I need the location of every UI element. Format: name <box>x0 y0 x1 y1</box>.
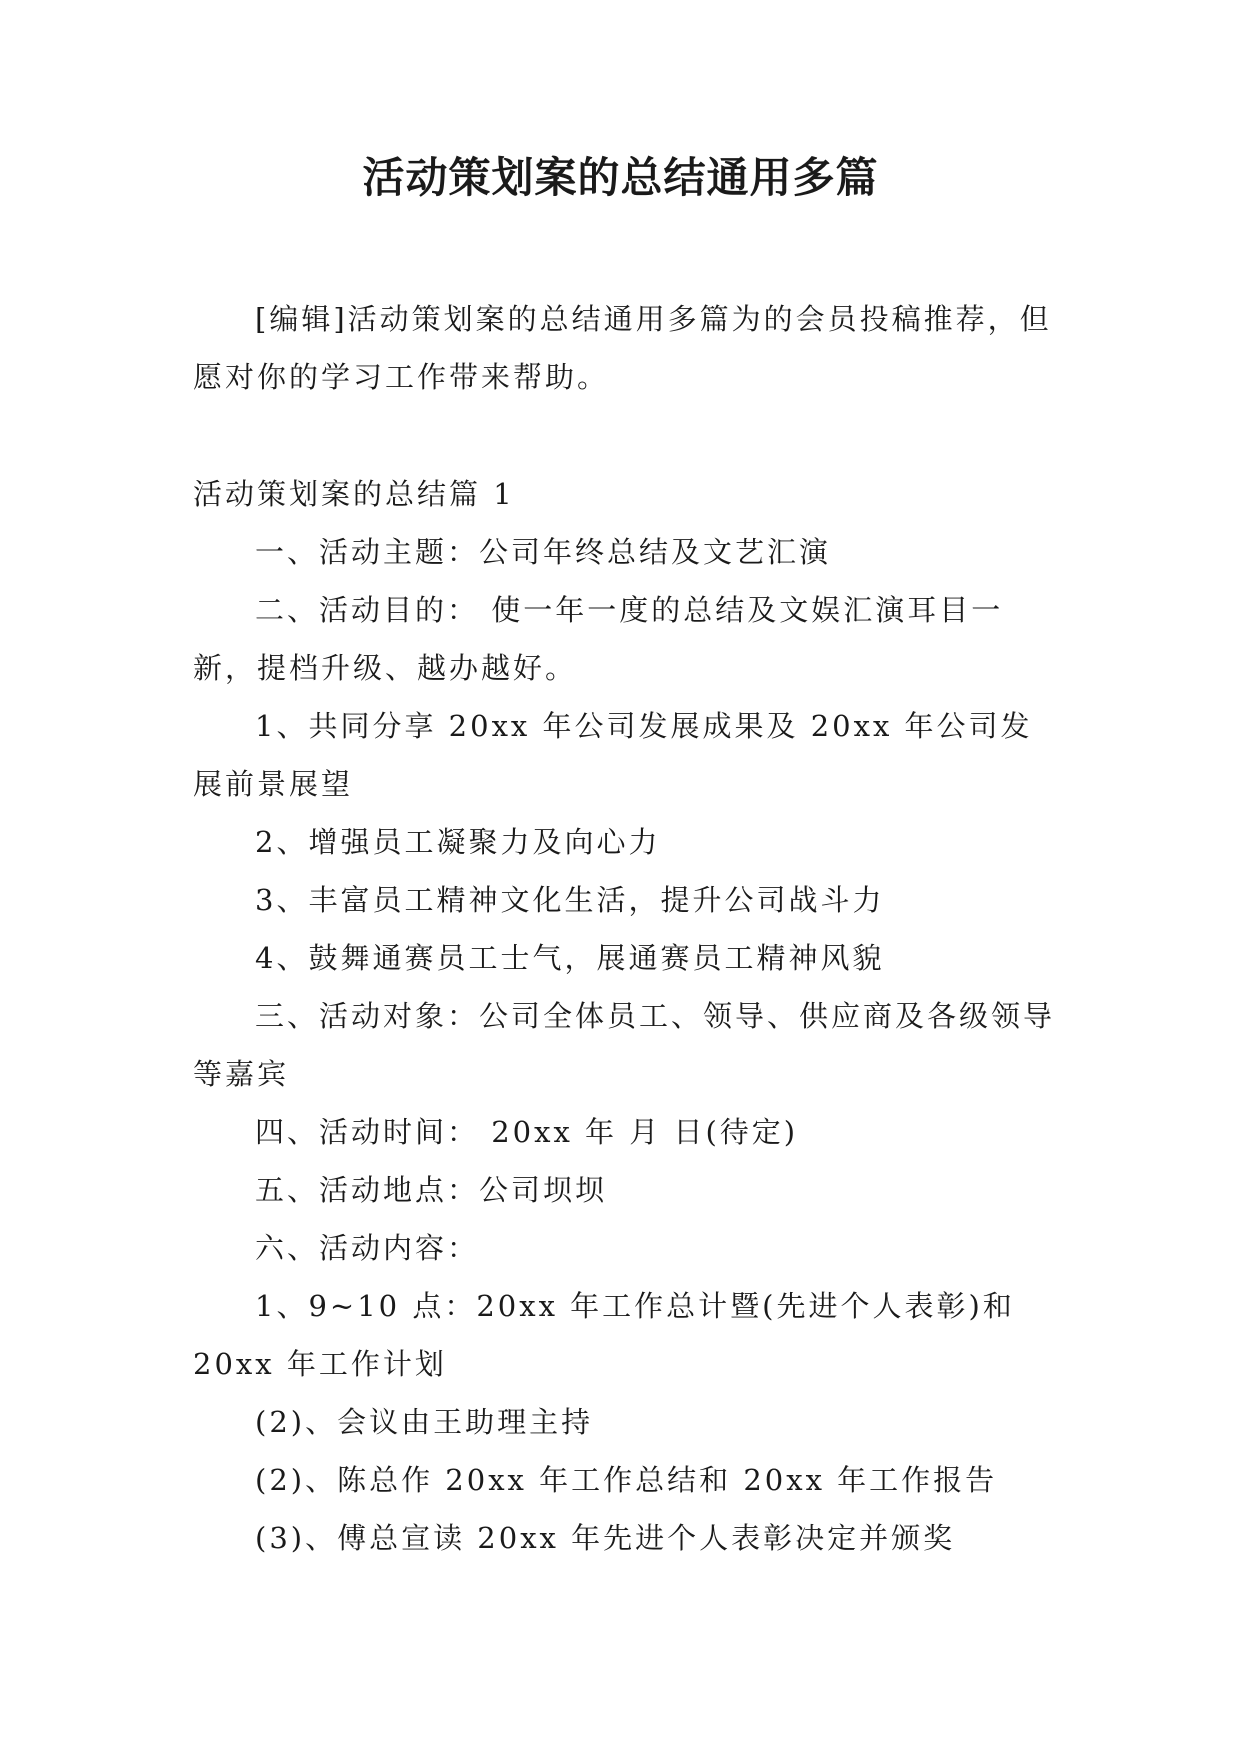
paragraph-activity-content: 六、活动内容： <box>255 1231 480 1265</box>
paragraph-content-sub-3: (3)、傅总宣读 20xx 年先进个人表彰决定并颁奖 <box>255 1521 956 1555</box>
page-title: 活动策划案的总结通用多篇 <box>362 153 879 202</box>
paragraph-activity-audience: 三、活动对象：公司全体员工、领导、供应商及各级领导等嘉宾 <box>193 999 1056 1091</box>
paragraph-content-item-1: 1、9~10 点：20xx 年工作总计暨(先进个人表彰)和 20xx 年工作计划 <box>193 1289 1015 1381</box>
paragraph-activity-purpose: 二、活动目的： 使一年一度的总结及文娱汇演耳目一新，提档升级、越办越好。 <box>193 593 1004 685</box>
section-heading: 活动策划案的总结篇 1 <box>193 477 515 511</box>
paragraph-content-sub-1: (2)、会议由王助理主持 <box>255 1405 594 1439</box>
document-body <box>193 465 1063 1567</box>
paragraph-activity-time: 四、活动时间： 20xx 年 月 日(待定) <box>255 1115 799 1149</box>
paragraph-purpose-item-4: 4、鼓舞通赛员工士气，展通赛员工精神风貌 <box>255 941 885 975</box>
paragraph-purpose-item-1: 1、共同分享 20xx 年公司发展成果及 20xx 年公司发展前景展望 <box>193 709 1033 801</box>
paragraph-content-sub-2: (2)、陈总作 20xx 年工作总结和 20xx 年工作报告 <box>255 1463 998 1497</box>
paragraph-purpose-item-2: 2、增强员工凝聚力及向心力 <box>255 825 661 859</box>
paragraph-activity-location: 五、活动地点：公司坝坝 <box>255 1173 608 1207</box>
paragraph-purpose-item-3: 3、丰富员工精神文化生活，提升公司战斗力 <box>255 883 885 917</box>
paragraph-activity-theme: 一、活动主题：公司年终总结及文艺汇演 <box>255 535 832 569</box>
intro-paragraph: [编辑]活动策划案的总结通用多篇为的会员投稿推荐，但愿对你的学习工作带来帮助。 <box>193 302 1052 394</box>
